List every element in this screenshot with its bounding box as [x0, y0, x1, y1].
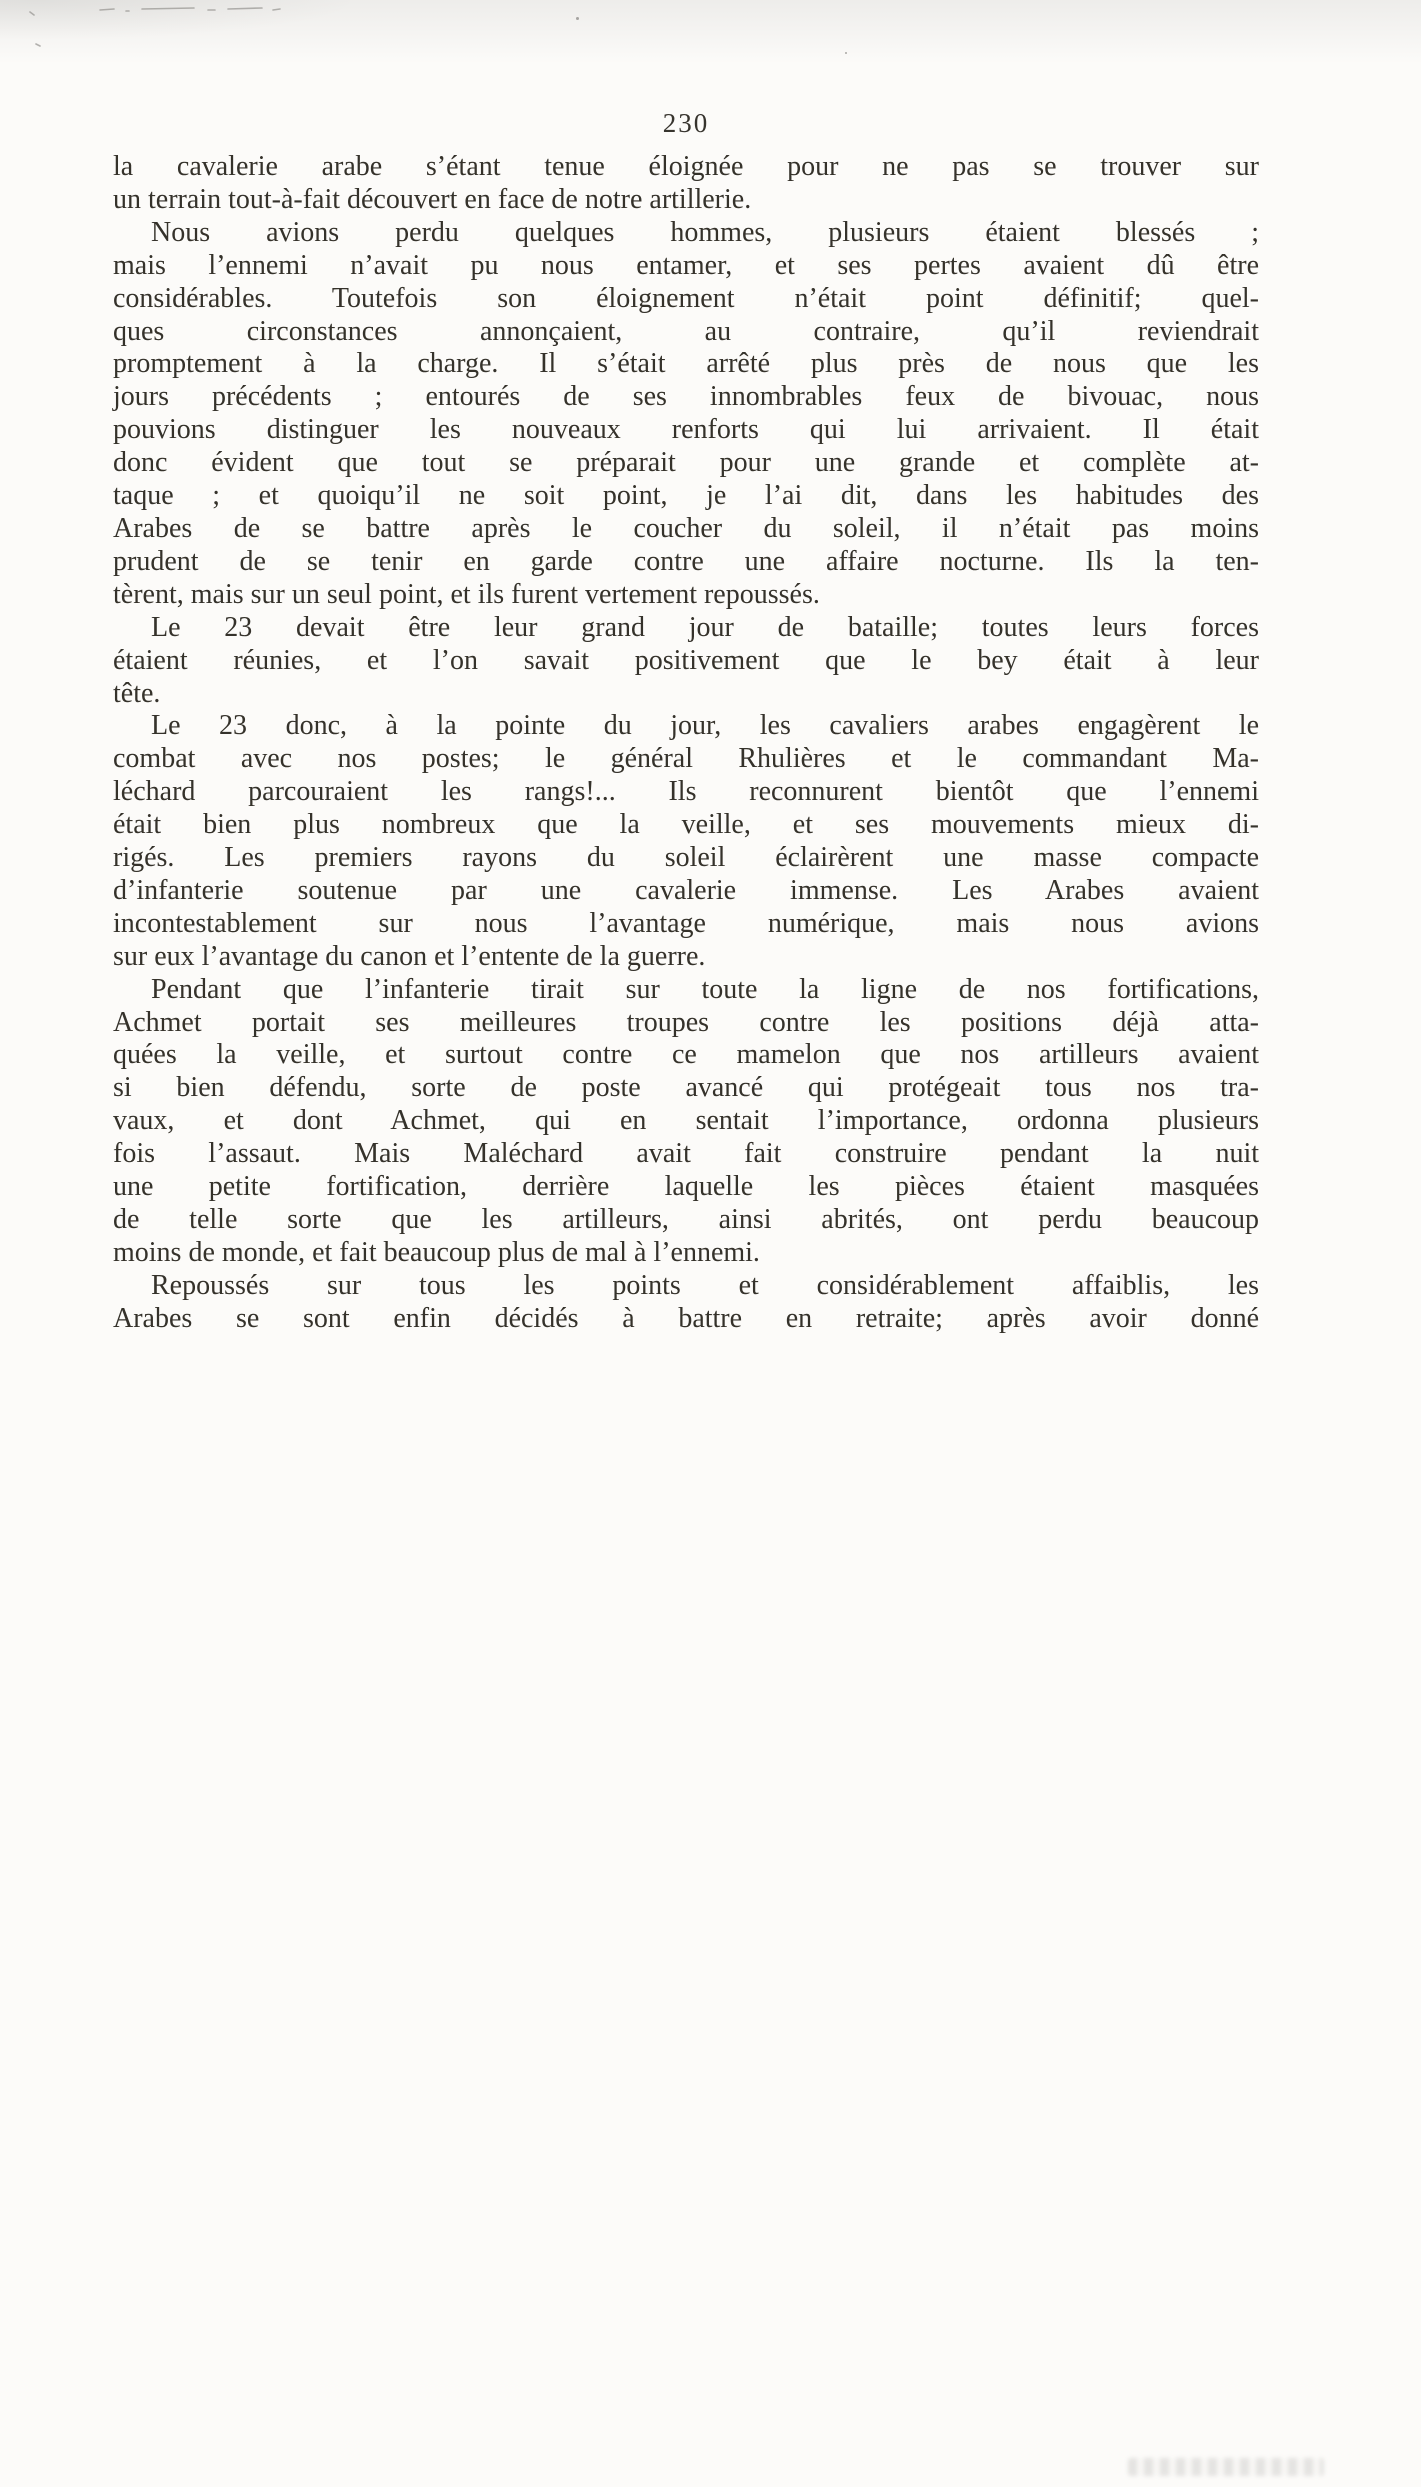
text-line: prudent de se tenir en garde contre une affaire nocturne. Ils la ten- — [113, 545, 1259, 577]
text-line: jours précédents ; entourés de ses innombrables feux de bivouac, nous — [113, 381, 1259, 413]
text-line: la cavalerie arabe s’étant tenue éloignée pour ne pas se trouver sur — [113, 151, 1259, 182]
faint-corner-smudge — [1128, 2458, 1324, 2476]
text-line: moins de monde, et fait beaucoup plus de mal à l’ennemi. — [113, 1236, 760, 1268]
text-line: rigés. Les premiers rayons du soleil éclairèrent une masse compacte — [113, 842, 1259, 874]
text-block — [113, 151, 1259, 1336]
text-line: vaux, et dont Achmet, qui en sentait l’importance, ordonna plusieurs — [113, 1105, 1259, 1137]
text-line: de telle sorte que les artilleurs, ainsi abrités, ont perdu beaucoup — [113, 1204, 1259, 1235]
text-line: pouvions distinguer les nouveaux renforts qui lui arrivaient. Il était — [113, 414, 1259, 446]
text-line: étaient réunies, et l’on savait positivement que le bey était à leur — [113, 644, 1259, 676]
text-line: sur eux l’avantage du canon et l’entente de la guerre. — [113, 940, 706, 972]
text-line: taque ; et quoiqu’il ne soit point, je l’ai dit, dans les habitudes des — [113, 480, 1259, 512]
text-line: Achmet portait ses meilleures troupes contre les positions déjà atta- — [113, 1006, 1259, 1038]
text-line: un terrain tout-à-fait découvert en face de notre artillerie. — [113, 183, 752, 215]
text-line: tête. — [113, 677, 161, 709]
text-line: Nous avions perdu quelques hommes, plusieurs étaient blessés ; — [151, 216, 1259, 248]
text-line: ques circonstances annonçaient, au contraire, qu’il reviendrait — [113, 315, 1259, 347]
text-line: Repoussés sur tous les points et considérablement affaiblis, les — [151, 1269, 1259, 1301]
text-line: donc évident que tout se préparait pour une grande et complète at- — [113, 447, 1259, 479]
text-line: Le 23 donc, à la pointe du jour, les cavaliers arabes engagèrent le — [151, 710, 1259, 742]
pencil-marks — [18, 0, 318, 60]
scan-speck — [576, 17, 579, 20]
paragraph — [113, 1270, 1259, 1336]
text-line: d’infanterie soutenue par une cavalerie immense. Les Arabes avaient — [113, 874, 1259, 906]
text-line: léchard parcouraient les rangs!... Ils reconnurent bientôt que l’ennemi — [113, 776, 1259, 808]
text-line: quées la veille, et surtout contre ce mamelon que nos artilleurs avaient — [113, 1039, 1259, 1071]
text-line: Le 23 devait être leur grand jour de bataille; toutes leurs forces — [151, 611, 1259, 643]
paragraph — [113, 710, 1259, 973]
text-line: incontestablement sur nous l’avantage numérique, mais nous avions — [113, 907, 1259, 939]
paragraph — [113, 151, 1259, 217]
text-line: mais l’ennemi n’avait pu nous entamer, et ses pertes avaient dû être — [113, 249, 1259, 281]
text-line: combat avec nos postes; le général Rhulières et le commandant Ma- — [113, 743, 1259, 775]
text-line: Arabes se sont enfin décidés à battre en retraite; après avoir donné — [113, 1302, 1259, 1334]
text-line: si bien défendu, sorte de poste avancé qui protégeait tous nos tra- — [113, 1072, 1259, 1104]
text-line: Pendant que l’infanterie tirait sur toute la ligne de nos fortifications, — [151, 973, 1259, 1005]
text-line: tèrent, mais sur un seul point, et ils furent vertement repoussés. — [113, 578, 820, 610]
text-line: promptement à la charge. Il s’était arrêté plus près de nous que les — [113, 348, 1259, 380]
text-line: fois l’assaut. Mais Maléchard avait fait construire pendant la nuit — [113, 1138, 1259, 1170]
paragraph — [113, 974, 1259, 1270]
text-line: une petite fortification, derrière laquelle les pièces étaient masquées — [113, 1171, 1259, 1203]
paragraph — [113, 217, 1259, 612]
scan-speck — [845, 52, 847, 54]
text-line: Arabes de se battre après le coucher du soleil, il n’était pas moins — [113, 512, 1259, 544]
text-line: considérables. Toutefois son éloignement n’était point définitif; quel- — [113, 282, 1259, 314]
paragraph — [113, 612, 1259, 711]
text-line: était bien plus nombreux que la veille, et ses mouvements mieux di- — [113, 809, 1259, 841]
page-number: 230 — [662, 108, 710, 138]
